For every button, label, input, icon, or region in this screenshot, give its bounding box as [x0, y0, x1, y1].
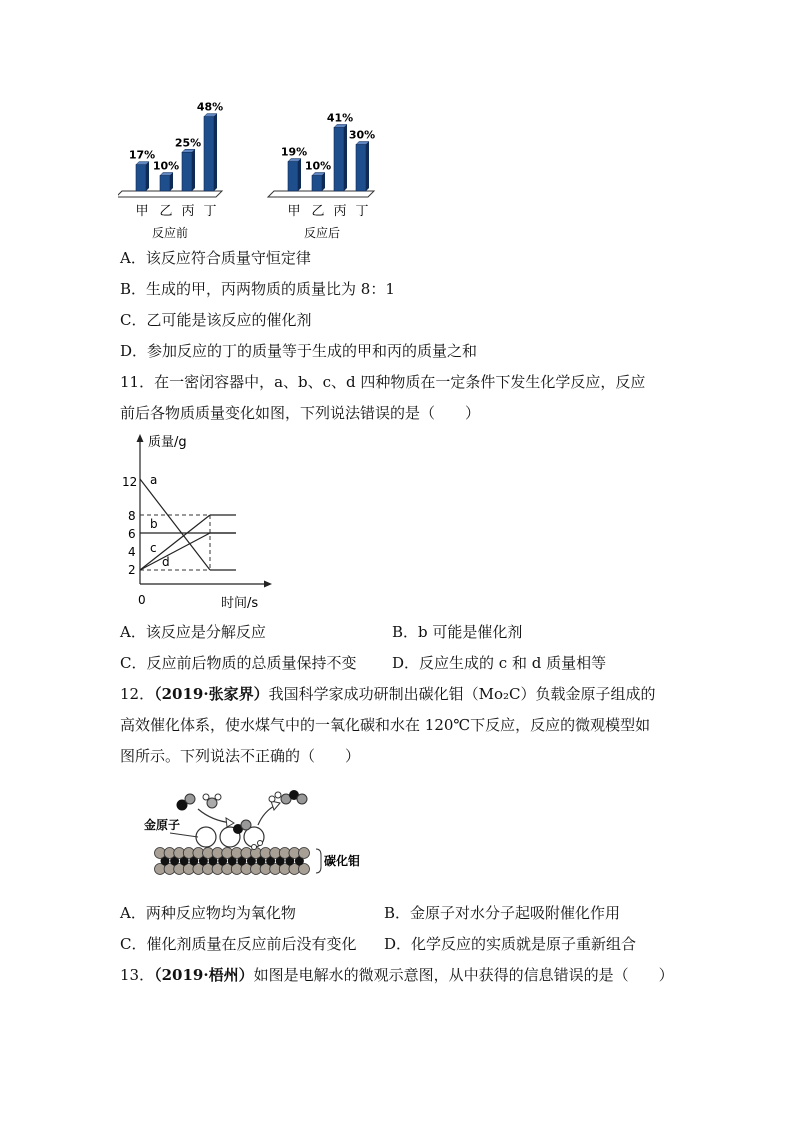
bar	[160, 176, 170, 192]
bar-value-label: 17%	[128, 148, 156, 162]
bar	[288, 162, 298, 191]
q11-ytick-2: 2	[128, 563, 136, 577]
bar-chart-before	[118, 101, 223, 240]
category-label: 丙	[333, 204, 347, 219]
q13-stem-text: 如图是电解水的微观示意图，从中获得的信息错误的是（ ）	[253, 966, 674, 984]
category-label: 甲	[135, 204, 149, 219]
bar-value-label: 30%	[348, 128, 376, 142]
q11-origin: 0	[138, 593, 146, 607]
carbide-support-layer	[155, 848, 310, 875]
q10-option-a: A．该反应符合质量守恒定律	[120, 249, 311, 267]
q13-number: 13．	[120, 966, 155, 984]
bar-value-label: 25%	[174, 136, 202, 150]
q10-option-d: D．参加反应的丁的质量等于生成的甲和丙的质量之和	[120, 342, 478, 360]
q12-option-d: D．化学反应的实质就是原子重新组合	[384, 935, 637, 953]
q11-ytick-4: 4	[128, 545, 136, 559]
bar-value-label: 48%	[196, 100, 224, 114]
bar	[356, 145, 366, 192]
q10-option-b: B．生成的甲，丙两物质的质量比为 8：1	[120, 280, 395, 298]
q12-micro-model-figure	[140, 785, 380, 885]
q11-label-d: d	[162, 555, 170, 569]
q12-stem-text: 我国科学家成功研制出碳化钼（Mo₂C）负载金原子组成的	[268, 685, 656, 703]
q11-stem-line2: 前后各物质质量变化如图，下列说法错误的是（ ）	[120, 404, 481, 422]
bar	[136, 165, 146, 191]
category-label: 乙	[159, 204, 173, 219]
q11-option-d: D．反应生成的 c 和 d 质量相等	[392, 654, 607, 672]
q12-source: （2019·张家界）	[154, 685, 269, 703]
category-label: 乙	[311, 204, 325, 219]
q11-ytick-8: 8	[128, 509, 136, 523]
q12-stem-line3: 图所示。下列说法不正确的（ ）	[120, 747, 361, 765]
q13-source: （2019·梧州）	[154, 966, 254, 984]
q12-number: 12．	[120, 685, 155, 703]
category-label: 丁	[355, 204, 369, 219]
q11-ylabel: 质量/g	[148, 435, 187, 450]
q11-option-a: A．该反应是分解反应	[120, 623, 266, 641]
gold-atom	[196, 827, 216, 847]
q11-label-a: a	[150, 473, 158, 487]
chart-caption: 反应前	[151, 226, 189, 240]
bar	[182, 152, 192, 191]
category-label: 丁	[203, 204, 217, 219]
q12-label-support: 碳化钼	[324, 854, 361, 868]
q11-label-b: b	[150, 517, 158, 531]
q11-xlabel: 时间/s	[221, 596, 259, 611]
q11-stem-line1: 11．在一密闭容器中，a、b、c、d 四种物质在一定条件下发生化学反应，反应	[120, 373, 646, 391]
bar	[312, 176, 322, 192]
category-label: 甲	[287, 204, 301, 219]
q10-option-c: C．乙可能是该反应的催化剂	[120, 311, 312, 329]
category-label: 丙	[181, 204, 195, 219]
bar-chart-after	[268, 111, 375, 240]
q13-stem	[120, 965, 674, 985]
bar-value-label: 41%	[326, 111, 354, 125]
chart-caption: 反应后	[303, 226, 341, 240]
q11-ytick-6: 6	[128, 527, 136, 541]
q12-option-a: A．两种反应物均为氧化物	[120, 904, 296, 922]
bar-value-label: 10%	[152, 159, 180, 173]
q11-option-c: C．反应前后物质的总质量保持不变	[120, 654, 357, 672]
bar	[204, 117, 214, 191]
bar	[334, 127, 344, 191]
q12-option-b: B．金原子对水分子起吸附催化作用	[384, 904, 621, 922]
q11-line-chart	[118, 432, 288, 612]
q12-label-gold: 金原子	[144, 818, 181, 832]
q12-stem-line1	[120, 684, 655, 704]
q12-stem-line2: 高效催化体系，使水煤气中的一氧化碳和水在 120℃下反应，反应的微观模型如	[120, 716, 651, 734]
bar-value-label: 10%	[304, 159, 332, 173]
q12-option-c: C．催化剂质量在反应前后没有变化	[120, 935, 357, 953]
q11-option-b: B．b 可能是催化剂	[392, 623, 523, 641]
q11-label-c: c	[150, 541, 157, 555]
bar-charts-figure	[118, 95, 388, 245]
q11-ytick-12: 12	[122, 475, 138, 489]
bar-value-label: 19%	[280, 145, 308, 159]
